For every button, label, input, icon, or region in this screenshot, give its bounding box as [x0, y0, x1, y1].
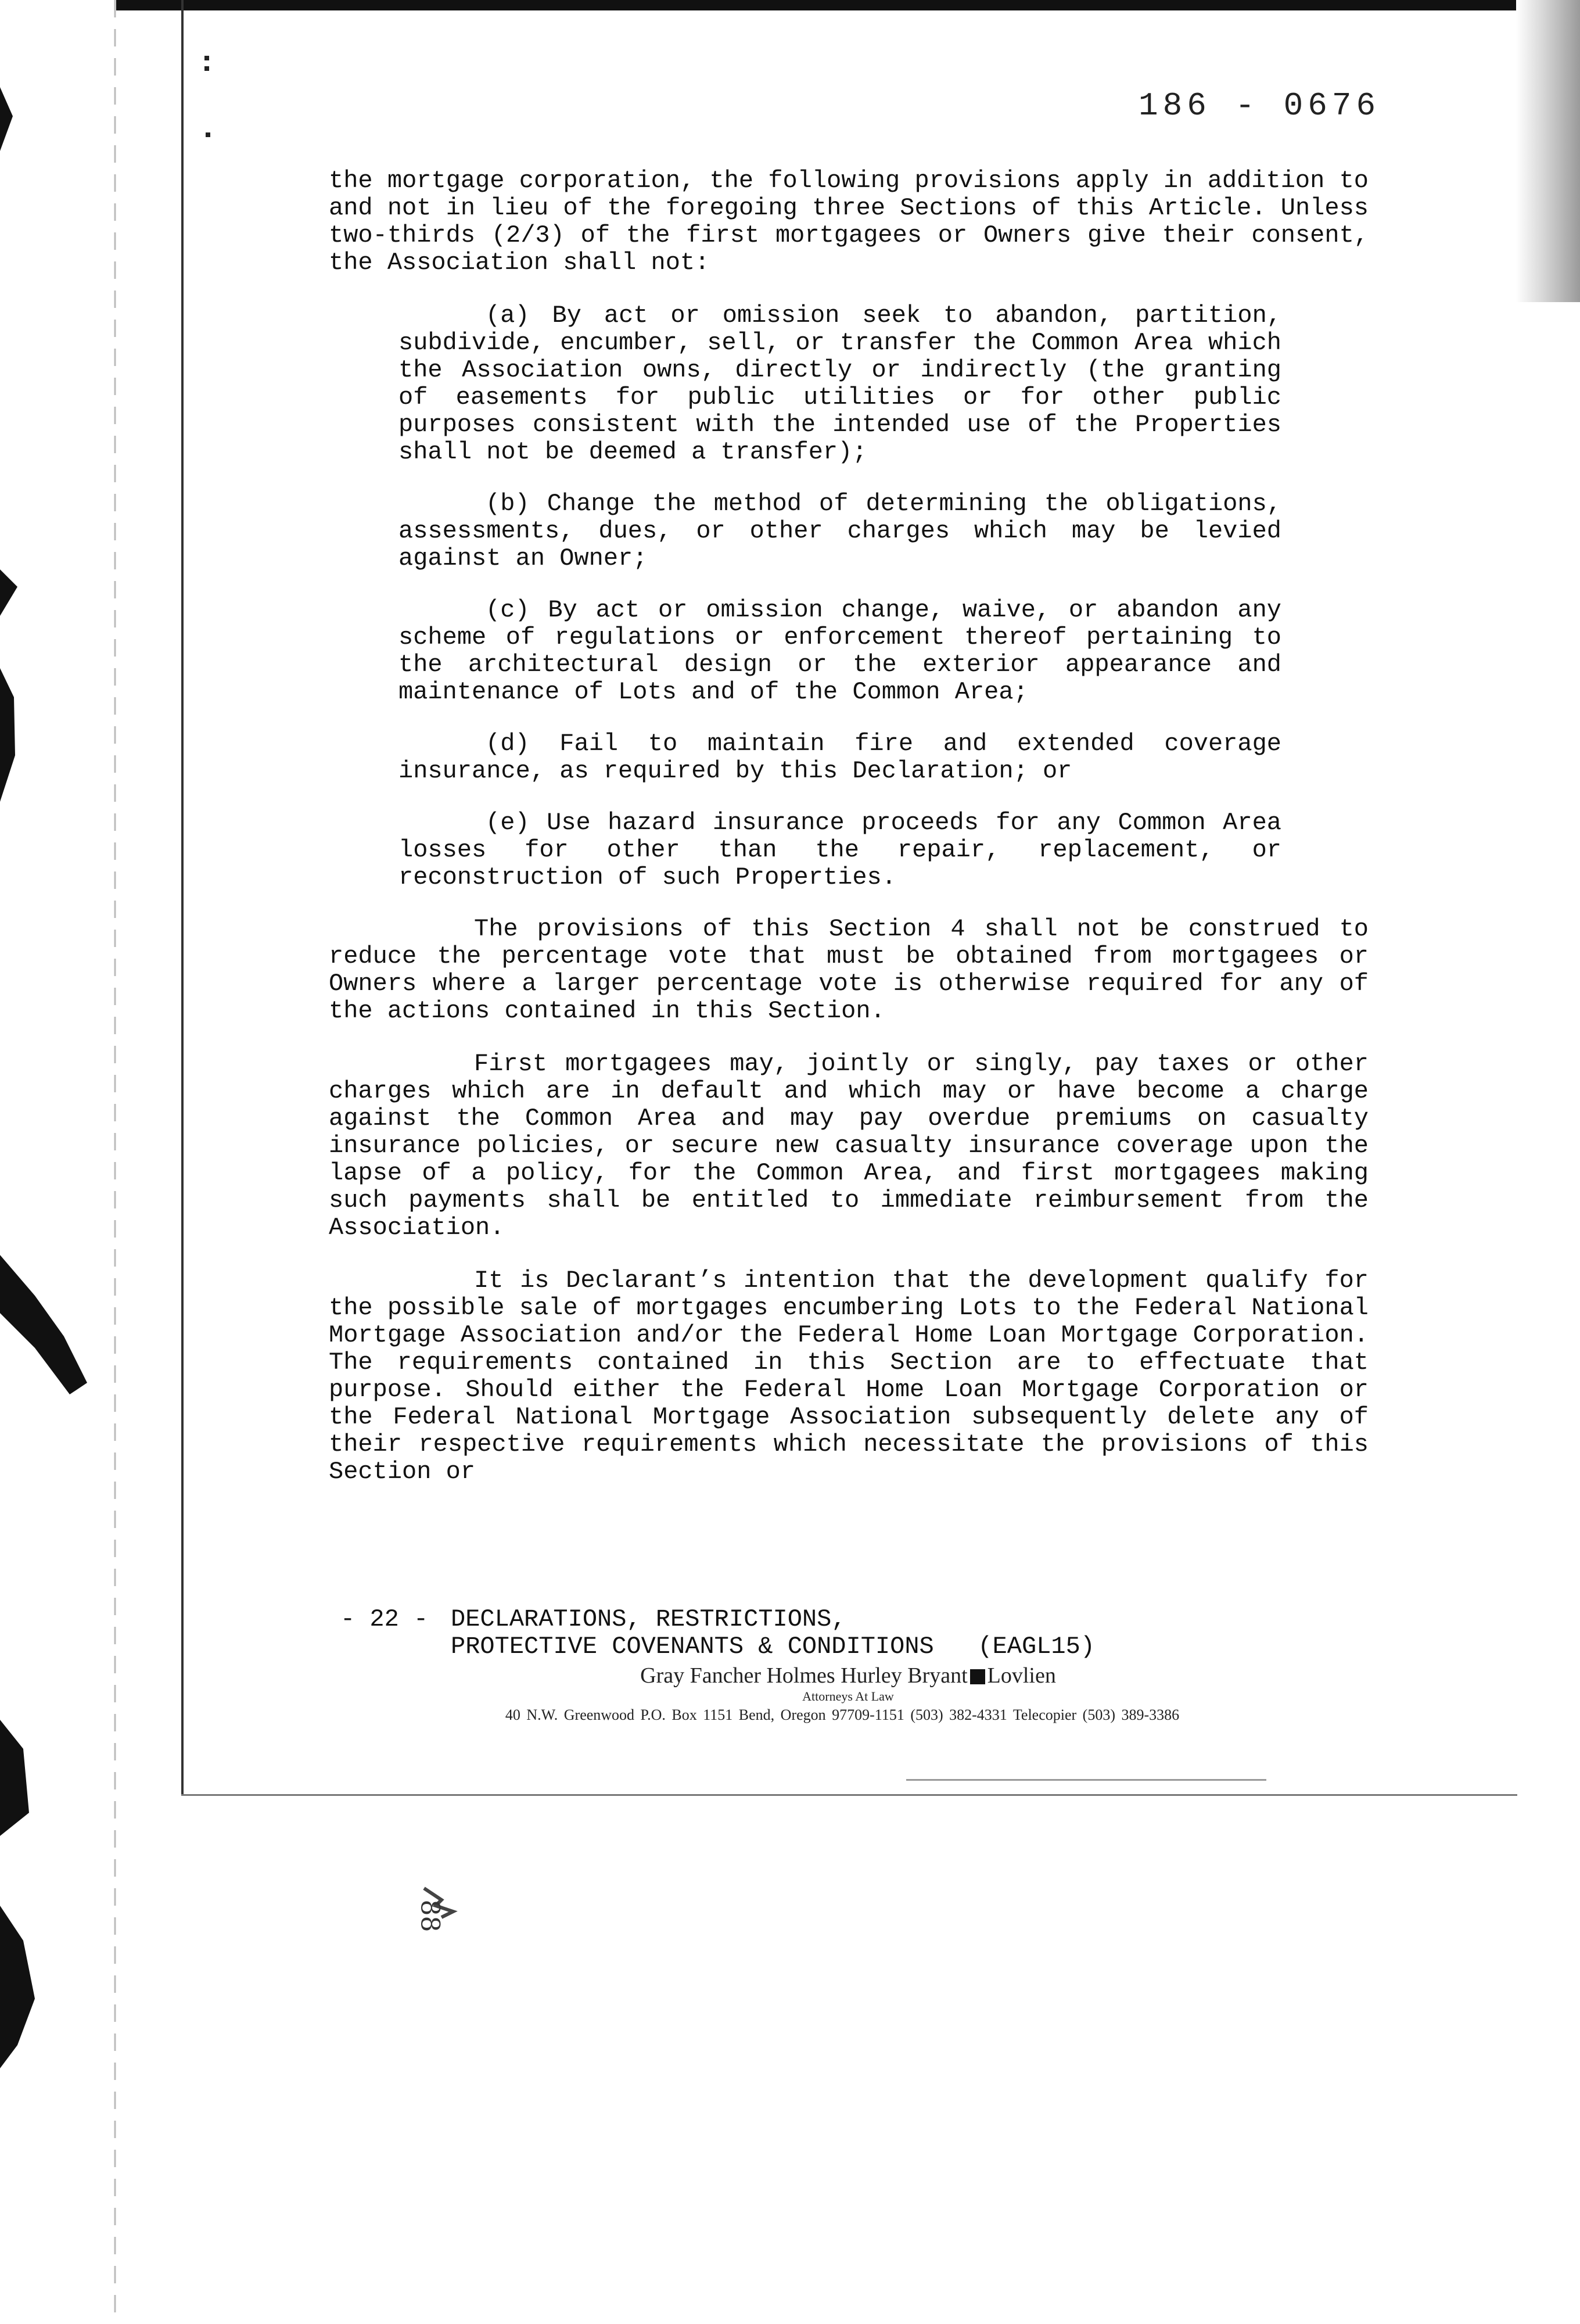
- firm-address: 40 N.W. Greenwood P.O. Box 1151 Bend, Oregon 97709-1151 (503) 382-4331 Telecopier (503) 389-3386: [505, 1706, 1180, 1723]
- section4-paragraph: The provisions of this Section 4 shall not be construed to reduce the percentage vote that must be obtained from mortgagees or Owners where a larger percentage vote is otherwise required for any of the actions contained in this Section.: [329, 915, 1369, 1025]
- provision-item-c: (c) By act or omission change, waive, or abandon any scheme of regulations or enforcement thereof pertaining to the architectural design or the exterior appearance and maintenance of Lots and of the Common Area;: [398, 596, 1281, 706]
- scan-speck: [204, 56, 209, 60]
- scan-top-edge: [0, 0, 1580, 10]
- page-bottom-border: [181, 1794, 1517, 1796]
- document-body: [329, 167, 1369, 1511]
- provision-item-b: (b) Change the method of determining the obligations, assessments, dues, or other charges which may be levied against an Owner;: [398, 490, 1281, 572]
- provision-item-a: (a) By act or omission seek to abandon, partition, subdivide, encumber, sell, or transfer the Common Area which the Association owns, directly or indirectly (the granting of easements for public utilities or for other public purposes consistent with the intended use of the Properties shall not be deemed a transfer);: [398, 302, 1281, 466]
- square-separator-icon: [970, 1669, 985, 1684]
- provision-item-e: (e) Use hazard insurance proceeds for any Common Area losses for other than the repair, replacement, or reconstruction of such Properties.: [398, 809, 1281, 891]
- declarant-intention-paragraph: It is Declarant’s intention that the development qualify for the possible sale of mortgages encumbering Lots to the Federal National Mortgage Association and/or the Federal Home Loan Mortgage Corporation. The requirements contained in this Section are to effectuate that purpose. Should either the Federal Home Loan Mortgage Corporation or the Federal National Mortgage Association subsequently delete any of their respective requirements which necessitate the provisions of this Section or: [329, 1267, 1369, 1486]
- footer-title-line2: PROTECTIVE COVENANTS & CONDITIONS: [451, 1633, 934, 1660]
- firm-name-part1: Gray Fancher Holmes Hurley Bryant: [640, 1663, 968, 1688]
- scan-left-edge: [0, 0, 116, 2324]
- page-left-border: [181, 0, 184, 1795]
- law-firm-letterhead: [0, 1663, 1580, 1726]
- provision-item-d: (d) Fail to maintain fire and extended coverage insurance, as required by this Declaration; or: [398, 730, 1281, 785]
- footer-title-line1: DECLARATIONS, RESTRICTIONS,: [451, 1605, 846, 1633]
- scan-right-edge: [1516, 0, 1580, 302]
- firm-subtitle: Attorneys At Law: [802, 1689, 894, 1703]
- recording-stamp-number: 186 - 0676: [1139, 87, 1381, 124]
- firm-name: [0, 1663, 1580, 1688]
- scan-speck: [206, 132, 210, 137]
- first-mortgagees-paragraph: First mortgagees may, jointly or singly, pay taxes or other charges which are in default and which may or have become a charge against the Common Area and may pay overdue premiums on casualty insurance policies, or secure new casualty insurance coverage upon the lapse of a policy, for the Common Area, and first mortgagees making such payments shall be entitled to immediate reimbursement from the Association.: [329, 1050, 1369, 1242]
- document-footer: [340, 1606, 1328, 1660]
- document-code: (EAGL15): [978, 1633, 1096, 1660]
- intro-paragraph: the mortgage corporation, the following provisions apply in addition to and not in lieu of the foregoing three Sections of this Article. Unless two-thirds (2/3) of the first mortgagees or Owners give their consent, the Association shall not:: [329, 167, 1369, 277]
- scan-speck: [204, 66, 209, 71]
- page-number: - 22 -: [340, 1605, 429, 1633]
- scan-speck: [906, 1779, 1266, 1781]
- firm-name-part2: Lovlien: [987, 1663, 1056, 1688]
- margin-note: 88: [415, 1899, 445, 1932]
